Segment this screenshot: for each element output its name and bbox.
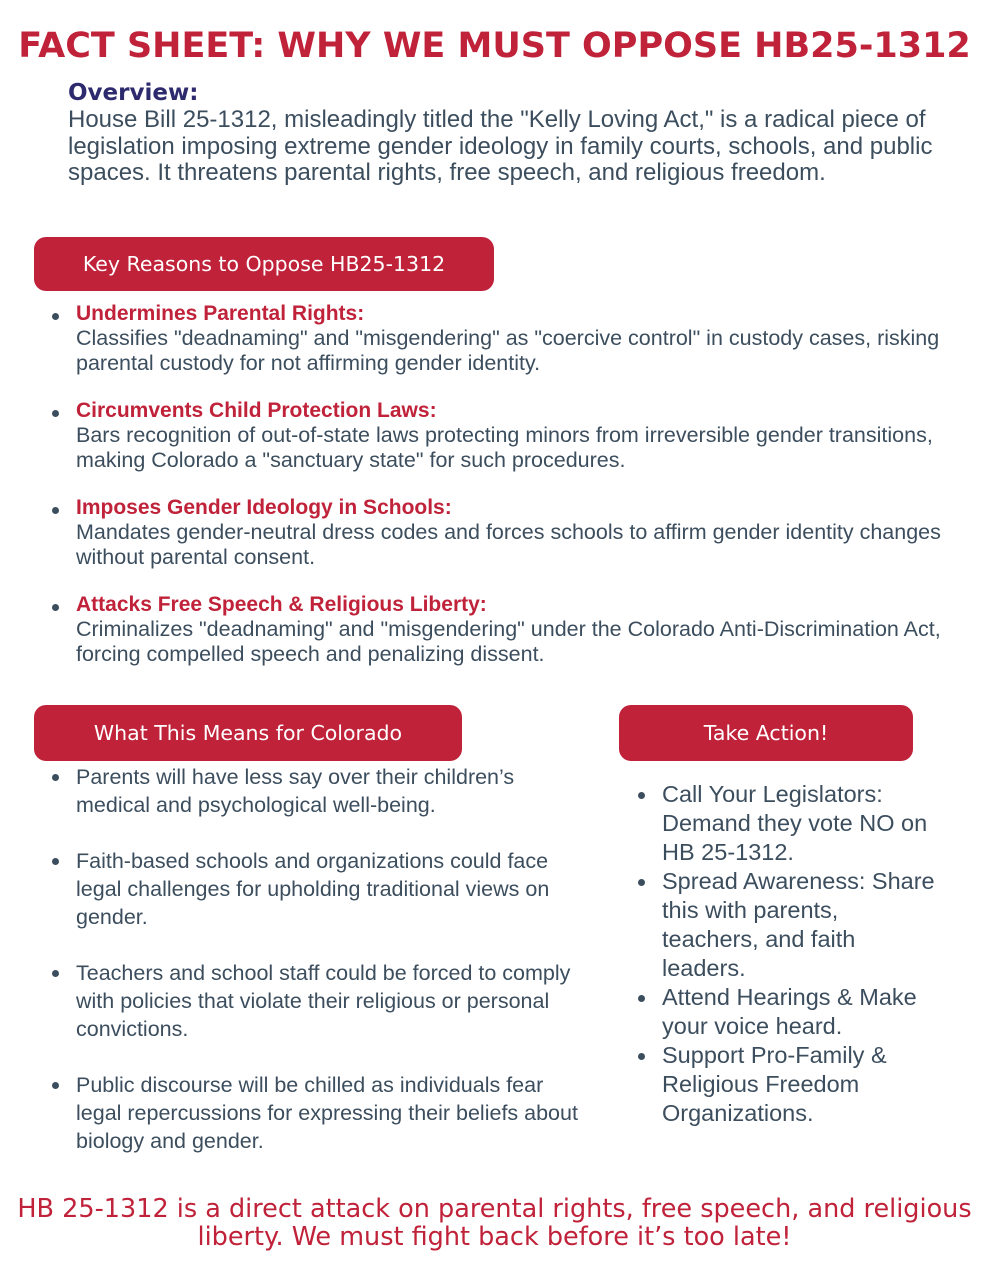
reason-body: Criminalizes "deadnaming" and "misgendering" under the Colorado Anti-Discrimination Act, forcing compelled speech and penalizing dissent. — [76, 617, 941, 666]
overview-body: House Bill 25-1312, misleadingly titled the "Kelly Loving Act," is a radical piece of legislation imposing extreme gender ideology in family courts, schools, and public spaces. It threatens parental rights, free speech, and religious freedom. — [68, 106, 933, 186]
list-item: Teachers and school staff could be forced to comply with policies that violate their religious or personal convictions. — [52, 959, 592, 1043]
list-item: Parents will have less say over their children’s medical and psychological well-being. — [52, 763, 592, 819]
reason-heading: Circumvents Child Protection Laws: — [76, 399, 437, 422]
list-item: Spread Awareness: Share this with parents, teachers, and faith leaders. — [638, 867, 938, 983]
list-item — [52, 302, 952, 375]
reason-body: Mandates gender-neutral dress codes and forces schools to affirm gender identity changes without parental consent. — [76, 520, 941, 569]
reason-heading: Undermines Parental Rights: — [76, 302, 365, 325]
what-it-means-list — [52, 763, 592, 1183]
reason-body: Bars recognition of out-of-state laws protecting minors from irreversible gender transitions, making Colorado a "sanctuary state" for such procedures. — [76, 423, 933, 472]
list-item — [52, 593, 952, 666]
list-item: Attend Hearings & Make your voice heard. — [638, 983, 938, 1041]
list-item — [52, 399, 952, 472]
take-action-banner: Take Action! — [619, 705, 913, 761]
overview-section — [68, 80, 948, 187]
take-action-list — [638, 780, 938, 1128]
list-item: Public discourse will be chilled as individuals fear legal repercussions for expressing their beliefs about biology and gender. — [52, 1071, 592, 1155]
list-item: Support Pro-Family & Religious Freedom Organizations. — [638, 1041, 938, 1128]
overview-heading: Overview: — [68, 80, 199, 106]
page-title: FACT SHEET: WHY WE MUST OPPOSE HB25-1312 — [18, 26, 971, 66]
key-reasons-list — [52, 302, 952, 690]
list-item: Call Your Legislators: Demand they vote NO on HB 25-1312. — [638, 780, 938, 867]
reason-heading: Attacks Free Speech & Religious Liberty: — [76, 593, 487, 616]
what-it-means-banner: What This Means for Colorado — [34, 705, 462, 761]
reason-body: Classifies "deadnaming" and "misgendering" as "coercive control" in custody cases, risking parental custody for not affirming gender identity. — [76, 326, 940, 375]
closing-statement: HB 25-1312 is a direct attack on parental rights, free speech, and religious liberty. We must fight back before it’s too late! — [17, 1194, 972, 1252]
list-item: Faith-based schools and organizations could face legal challenges for upholding traditional views on gender. — [52, 847, 592, 931]
reason-heading: Imposes Gender Ideology in Schools: — [76, 496, 452, 519]
key-reasons-banner: Key Reasons to Oppose HB25-1312 — [34, 237, 494, 291]
list-item — [52, 496, 952, 569]
